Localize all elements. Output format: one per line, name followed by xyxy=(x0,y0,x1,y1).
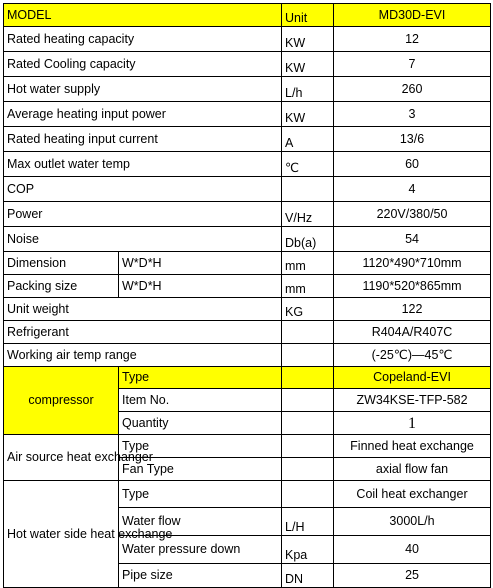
unit-cell xyxy=(282,389,334,412)
value-cell: 13/6 xyxy=(334,127,491,152)
param-label: Average heating input power xyxy=(4,102,282,127)
header-row xyxy=(4,4,491,27)
value-cell: 60 xyxy=(334,152,491,177)
spec-table xyxy=(3,3,491,588)
param-label: Rated Cooling capacity xyxy=(4,52,282,77)
value-cell: 40 xyxy=(334,536,491,564)
param-label: Power xyxy=(4,202,282,227)
air-hx-group-label: Air source heat exchanger xyxy=(4,435,119,481)
value-cell: 3000L/h xyxy=(334,508,491,536)
weight-row xyxy=(4,298,491,321)
value-cell: 12 xyxy=(334,27,491,52)
value-cell: 1 xyxy=(334,412,491,435)
unit-cell: KW xyxy=(282,52,334,77)
sub-label: Type xyxy=(119,481,282,508)
value-cell: 220V/380/50 xyxy=(334,202,491,227)
unit-cell: mm xyxy=(282,252,334,275)
value-cell: 260 xyxy=(334,77,491,102)
value-cell: Coil heat exchanger xyxy=(334,481,491,508)
table-row xyxy=(4,227,491,252)
water-hx-group-label: Hot water side heat exchange xyxy=(4,481,119,588)
value-cell: 3 xyxy=(334,102,491,127)
sub-label: Item No. xyxy=(119,389,282,412)
dimension-row xyxy=(4,252,491,275)
unit-cell: ℃ xyxy=(282,152,334,177)
airtemp-row xyxy=(4,344,491,367)
unit-cell: L/h xyxy=(282,77,334,102)
param-label: Max outlet water temp xyxy=(4,152,282,177)
param-label: Rated heating capacity xyxy=(4,27,282,52)
unit-cell: mm xyxy=(282,275,334,298)
value-cell: (-25℃)—45℃ xyxy=(334,344,491,367)
value-cell: ZW34KSE-TFP-582 xyxy=(334,389,491,412)
param-label: Working air temp range xyxy=(4,344,282,367)
table-row xyxy=(4,152,491,177)
table-row xyxy=(4,77,491,102)
value-cell: Copeland-EVI xyxy=(334,367,491,389)
table-row xyxy=(4,102,491,127)
compressor-group-label: compressor xyxy=(4,367,119,435)
sub-label: Fan Type xyxy=(119,458,282,481)
unit-header: Unit xyxy=(282,4,334,27)
param-label: Hot water supply xyxy=(4,77,282,102)
param-label: Unit weight xyxy=(4,298,282,321)
param-label: Noise xyxy=(4,227,282,252)
unit-cell xyxy=(282,177,334,202)
sub-label: Type xyxy=(119,367,282,389)
unit-cell: L/H xyxy=(282,508,334,536)
unit-cell xyxy=(282,435,334,458)
unit-cell: A xyxy=(282,127,334,152)
param-label: Refrigerant xyxy=(4,321,282,344)
sub-label: W*D*H xyxy=(119,252,282,275)
unit-cell xyxy=(282,481,334,508)
refrigerant-row xyxy=(4,321,491,344)
model-label: MODEL xyxy=(4,4,282,27)
sub-label: Water flow xyxy=(119,508,282,536)
table-row xyxy=(4,52,491,77)
compressor-type-row xyxy=(4,367,491,389)
unit-cell: DN xyxy=(282,564,334,588)
param-label: Packing size xyxy=(4,275,119,298)
sub-label: Water pressure down xyxy=(119,536,282,564)
unit-cell xyxy=(282,344,334,367)
unit-cell: KW xyxy=(282,27,334,52)
param-label: Dimension xyxy=(4,252,119,275)
value-cell: R404A/R407C xyxy=(334,321,491,344)
table-row xyxy=(4,27,491,52)
sub-label: Quantity xyxy=(119,412,282,435)
value-cell: 7 xyxy=(334,52,491,77)
packing-row xyxy=(4,275,491,298)
value-cell: 54 xyxy=(334,227,491,252)
unit-cell: V/Hz xyxy=(282,202,334,227)
sub-label: W*D*H xyxy=(119,275,282,298)
value-cell: 25 xyxy=(334,564,491,588)
value-cell: 122 xyxy=(334,298,491,321)
unit-cell xyxy=(282,412,334,435)
unit-cell xyxy=(282,367,334,389)
table-row xyxy=(4,177,491,202)
unit-cell: Kpa xyxy=(282,536,334,564)
table-row xyxy=(4,202,491,227)
unit-cell: Db(a) xyxy=(282,227,334,252)
unit-cell xyxy=(282,458,334,481)
sub-label: Pipe size xyxy=(119,564,282,588)
unit-cell xyxy=(282,321,334,344)
unit-cell: KW xyxy=(282,102,334,127)
water-hx-type-row xyxy=(4,481,491,508)
value-cell: Finned heat exchange xyxy=(334,435,491,458)
value-cell: 1190*520*865mm xyxy=(334,275,491,298)
value-cell: axial flow fan xyxy=(334,458,491,481)
unit-cell: KG xyxy=(282,298,334,321)
param-label: COP xyxy=(4,177,282,202)
sub-label: Type xyxy=(119,435,282,458)
air-hx-type-row xyxy=(4,435,491,458)
value-cell: 1120*490*710mm xyxy=(334,252,491,275)
table-row xyxy=(4,127,491,152)
value-cell: 4 xyxy=(334,177,491,202)
param-label: Rated heating input current xyxy=(4,127,282,152)
model-value: MD30D-EVI xyxy=(334,4,491,27)
